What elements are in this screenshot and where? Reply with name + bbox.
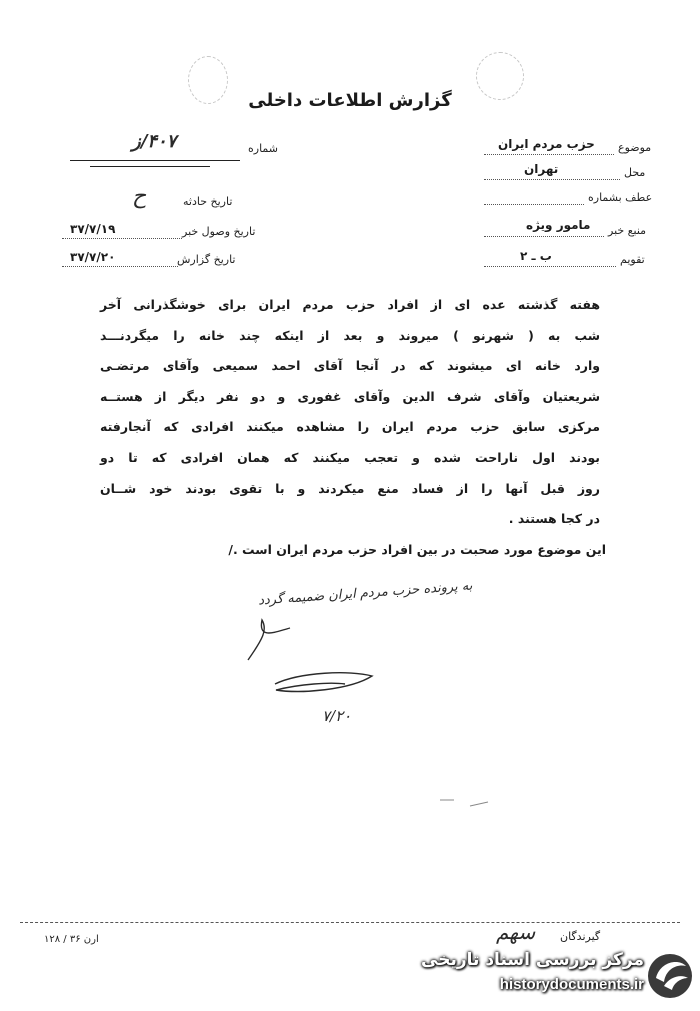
- manba-dots: [484, 236, 604, 237]
- body-line-2: شب به ( شهرنو ) میروند و بعد از اینکه چند خانه را میگردنـــد: [100, 327, 600, 343]
- shomare-underline: [70, 160, 240, 161]
- footer-divider: [20, 922, 680, 923]
- body-final-line: این موضوع مورد صحبت در بین افراد حزب مردم ایران است ./: [228, 541, 606, 557]
- tarikh-hadese-mark: ح: [132, 184, 147, 209]
- archive-logo-icon: [646, 948, 694, 1004]
- shomare-underline-2: [90, 166, 210, 167]
- archive-logo-text: مرکز بررسی اسناد تاریخی: [421, 950, 644, 970]
- body-line-4: شریعتیان وآقای شرف الدین وآقای غفوری و دو نفر دیگر از هستــه: [100, 388, 600, 404]
- tarikh-hadese-label: تاریخ حادثه: [183, 195, 233, 208]
- atf-dots: [484, 204, 584, 205]
- girandegan-label: گیرندگان: [560, 930, 601, 943]
- shomare-value: ۴۰۷/ز: [132, 131, 177, 152]
- taqvim-value: ب ـ ۲: [520, 249, 552, 263]
- body-line-8: در کجا هستند .: [508, 511, 600, 527]
- body-line-6: بودند اول ناراحت شده و تعجب میکنند که همان افرادی که تا دو: [100, 449, 600, 465]
- body-line-3: وارد خانه ای میشوند که در آنجا آقای احمد سمیعی وآقای مرتضـی: [100, 358, 600, 374]
- mahal-label: محل: [624, 166, 646, 179]
- mozu-dots: [484, 154, 614, 155]
- taqvim-dots: [484, 266, 616, 267]
- report-body: [100, 290, 606, 565]
- mozu-label: موضوع: [618, 141, 652, 154]
- body-line-5: مرکزی سابق حزب مردم ایران را مشاهده میکنند افرادی که آنجارفته: [100, 419, 600, 435]
- body-line-7: روز قبل آنها را از فساد منع میکردند و با تقوی بودند خود شــان: [100, 480, 600, 496]
- tarikh-vosul-value: ۳۷/۷/۱۹: [70, 222, 116, 236]
- atf-label: عطف بشماره: [588, 191, 653, 204]
- archive-logo-url[interactable]: historydocuments.ir: [499, 976, 644, 993]
- tarikh-vosul-dots: [62, 238, 182, 239]
- page-title: گزارش اطلاعات داخلی: [248, 90, 452, 111]
- handwritten-note: به پرونده حزب مردم ایران ضمیمه گردد: [257, 578, 473, 609]
- tarikh-gozaresh-value: ۳۷/۷/۲۰: [70, 250, 116, 264]
- tarikh-vosul-label: تاریخ وصول خبر: [182, 225, 256, 238]
- manba-value: مامور ویژه: [526, 218, 591, 232]
- girandegan-signature: ﺳﻬﻢ: [496, 920, 536, 944]
- archive-logo: [418, 946, 696, 1006]
- tarikh-gozaresh-dots: [62, 266, 178, 267]
- mahal-value: تهران: [524, 162, 559, 176]
- manba-label: منبع خبر: [608, 224, 647, 237]
- handwritten-date: ۷/۲۰: [322, 707, 352, 725]
- tarikh-gozaresh-label: تاریخ گزارش: [177, 253, 236, 266]
- mahal-dots: [484, 179, 620, 180]
- mozu-value: حزب مردم ایران: [498, 137, 595, 151]
- taqvim-label: تقویم: [620, 253, 645, 266]
- shomare-label: شماره: [248, 142, 279, 155]
- body-line-1: هفته گذشته عده ای از افراد حزب مردم ایران برای خوشگذرانی آخر: [100, 297, 600, 312]
- footer-left-code: ۱۲۸ / ۳۶ ارن: [44, 934, 99, 945]
